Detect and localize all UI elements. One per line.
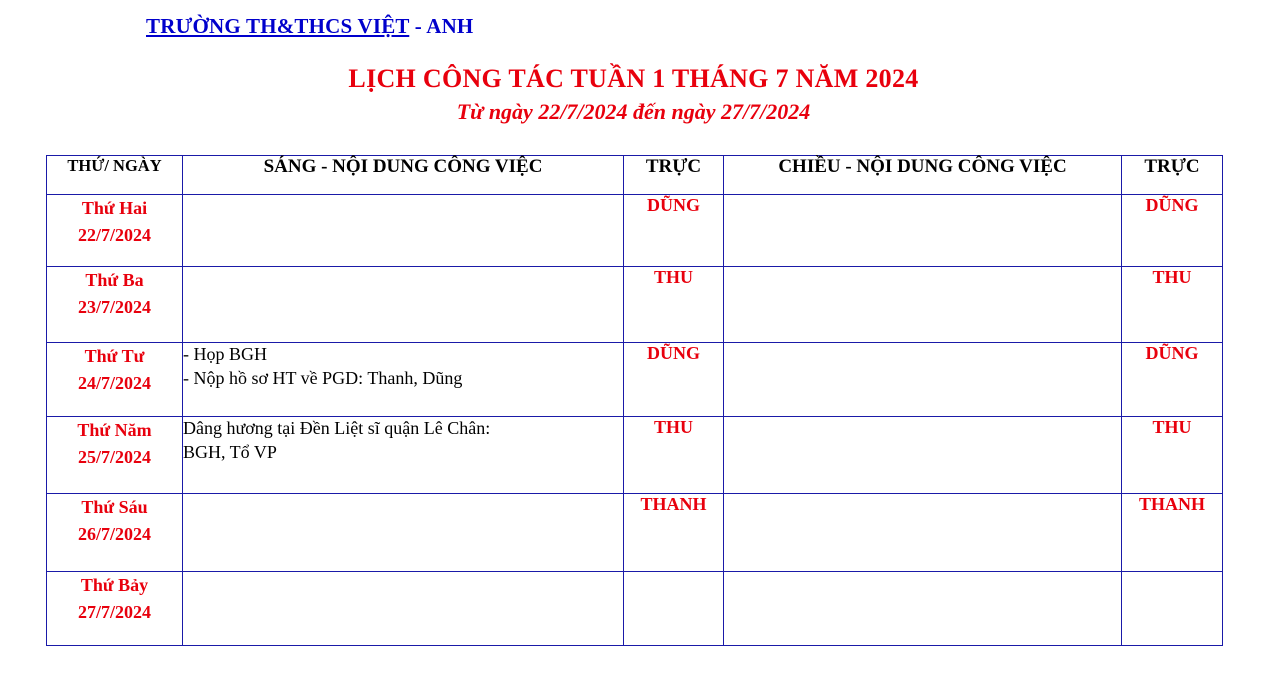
afternoon-content-cell	[724, 494, 1122, 572]
table-row	[47, 494, 1223, 572]
morning-content-cell	[183, 195, 624, 267]
table-row	[47, 417, 1223, 494]
day-date: 26/7/2024	[77, 524, 151, 544]
morning-line: - Nộp hồ sơ HT về PGD: Thanh, Dũng	[183, 367, 463, 388]
duty-afternoon-cell: DŨNG	[1122, 343, 1223, 417]
day-date: 23/7/2024	[77, 297, 151, 317]
column-header-morning: SÁNG - NỘI DUNG CÔNG VIỆC	[183, 156, 624, 195]
day-date: 22/7/2024	[77, 225, 151, 245]
school-name	[146, 14, 473, 39]
duty-afternoon-cell: DŨNG	[1122, 195, 1223, 267]
day-cell	[47, 195, 183, 267]
column-header-day: THỨ/ NGÀY	[47, 156, 183, 195]
day-weekday: Thứ Ba	[85, 270, 144, 290]
duty-morning-cell: THANH	[624, 494, 724, 572]
day-cell	[47, 267, 183, 343]
afternoon-content-cell	[724, 195, 1122, 267]
duty-morning-cell: THU	[624, 417, 724, 494]
duty-afternoon-cell: THANH	[1122, 494, 1223, 572]
day-date: 25/7/2024	[77, 447, 151, 467]
duty-afternoon-cell: THU	[1122, 267, 1223, 343]
morning-content-cell	[183, 572, 624, 646]
duty-morning-cell: DŨNG	[624, 343, 724, 417]
day-weekday: Thứ Tư	[84, 346, 145, 366]
column-header-duty-morning: TRỰC	[624, 156, 724, 195]
day-weekday: Thứ Bảy	[80, 575, 149, 595]
table-row	[47, 343, 1223, 417]
morning-content-cell	[183, 494, 624, 572]
afternoon-content-cell	[724, 572, 1122, 646]
morning-line: BGH, Tổ VP	[183, 441, 277, 462]
title-block	[0, 64, 1267, 125]
school-name-rest: - ANH	[409, 14, 474, 38]
afternoon-content-cell	[724, 417, 1122, 494]
day-weekday: Thứ Hai	[81, 198, 148, 218]
table-row	[47, 195, 1223, 267]
day-weekday: Thứ Năm	[77, 420, 152, 440]
duty-morning-cell: THU	[624, 267, 724, 343]
day-weekday: Thứ Sáu	[81, 497, 148, 517]
day-date: 24/7/2024	[77, 373, 151, 393]
duty-afternoon-cell	[1122, 572, 1223, 646]
morning-content-cell	[183, 417, 624, 494]
afternoon-content-cell	[724, 267, 1122, 343]
column-header-duty-afternoon: TRỰC	[1122, 156, 1223, 195]
table-header-row	[47, 156, 1223, 195]
duty-morning-cell: DŨNG	[624, 195, 724, 267]
table-row	[47, 572, 1223, 646]
morning-content-cell	[183, 267, 624, 343]
page-title: LỊCH CÔNG TÁC TUẦN 1 THÁNG 7 NĂM 2024	[348, 64, 919, 93]
day-cell	[47, 343, 183, 417]
page-subtitle: Từ ngày 22/7/2024 đến ngày 27/7/2024	[456, 99, 811, 124]
morning-line: Dâng hương tại Đền Liệt sĩ quận Lê Chân:	[183, 418, 491, 438]
school-name-underlined: TRƯỜNG TH&THCS VIỆT	[146, 14, 410, 38]
afternoon-content-cell	[724, 343, 1122, 417]
table-row	[47, 267, 1223, 343]
weekly-schedule-table	[46, 155, 1223, 646]
duty-morning-cell	[624, 572, 724, 646]
duty-afternoon-cell: THU	[1122, 417, 1223, 494]
day-cell	[47, 417, 183, 494]
day-cell	[47, 572, 183, 646]
column-header-afternoon: CHIỀU - NỘI DUNG CÔNG VIỆC	[724, 156, 1122, 195]
morning-content-cell	[183, 343, 624, 417]
day-cell	[47, 494, 183, 572]
morning-line: - Họp BGH	[183, 344, 267, 364]
day-date: 27/7/2024	[77, 602, 151, 622]
